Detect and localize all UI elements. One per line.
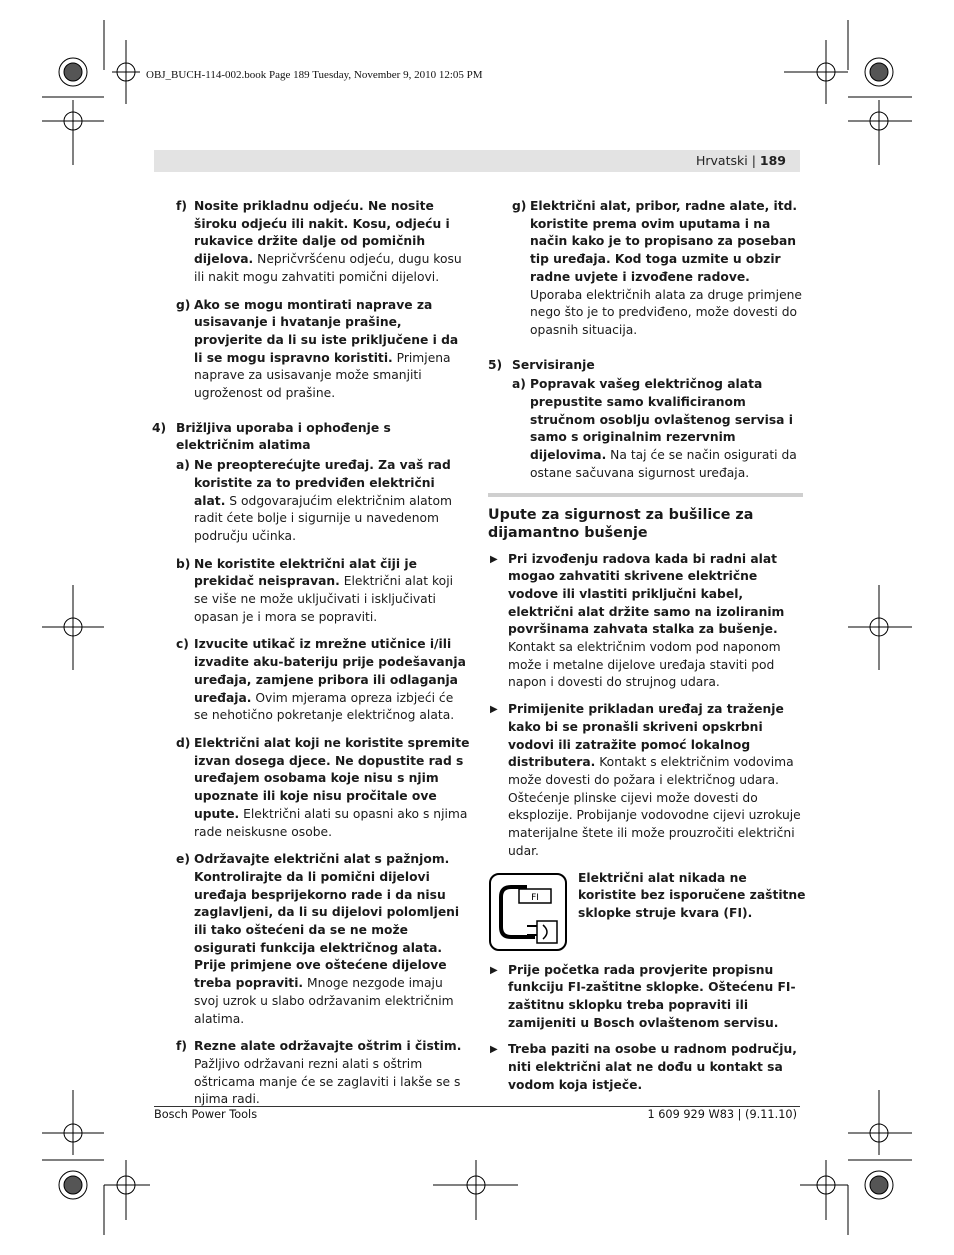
safety-item xyxy=(152,735,470,841)
item-bold: Popravak vašeg električnog alata prepustite samo kvalificiranom stručnom osoblju ovlaštenog servisa i samo s originalnim rezervnim dijelovima. xyxy=(530,377,793,463)
safety-item xyxy=(152,636,470,725)
running-head xyxy=(696,153,786,168)
item-text: Mnoge nezgode imaju svoj uzrok u slabo održavanim električnim alatima. xyxy=(194,976,454,1026)
section-number: 5) xyxy=(488,357,503,372)
fi-plug-icon xyxy=(489,873,567,951)
star-target-top-right xyxy=(865,58,893,86)
star-target-bottom-left xyxy=(59,1171,87,1199)
safety-item xyxy=(488,376,803,482)
item-text: S odgovarajućim električnim alatom radit ćete bolje i sigurnije u navedenom području učinka. xyxy=(194,493,452,543)
item-text: Električni alat koji se više ne može uključivati i isključivati opasan je i mora se popraviti. xyxy=(194,574,454,624)
fi-note: Električni alat nikada ne koristite bez isporučene zaštitne sklopke struje kvara (FI). xyxy=(578,870,806,920)
section-heading xyxy=(488,357,803,375)
section-title: Upute za sigurnost za bušilice za dijamantno bušenje xyxy=(488,506,754,541)
safety-item xyxy=(152,198,470,287)
item-label: f) xyxy=(176,1039,187,1054)
bullet-text: Kontakt s električnim vodovima može dovesti do požara i električnog udara. Oštećenje plinske cijevi može dovesti do eksplozije. Probijanje vodovodne cijevi uzrokuje materijalne štete ili može prouzročiti električni udar. xyxy=(508,755,801,858)
section-title: Brižljiva uporaba i ophođenje s električnim alatima xyxy=(176,420,391,453)
item-bold: Rezne alate održavajte oštrim i čistim. xyxy=(194,1039,462,1054)
section-divider xyxy=(488,493,803,497)
item-text: Uporaba električnih alata za druge primjene nego što je to predviđeno, može dovesti do opasnih situacija. xyxy=(530,287,802,337)
item-text: Nepričvršćenu odjeću, dugu kosu ili nakit mogu zahvatiti pomični dijelovi. xyxy=(194,252,462,284)
fi-warning xyxy=(488,870,806,950)
item-text: Na taj će se način osigurati da ostane sačuvana sigurnost uređaja. xyxy=(530,448,797,480)
page-number: 189 xyxy=(759,153,786,168)
section-heading xyxy=(152,420,470,455)
bullet-bold: Prije početka rada provjerite propisnu funkciju FI-zaštitne sklopke. Oštećenu FI-zaštitnu sklopku treba popraviti ili zamijeniti u Bosch ovlaštenom servisu. xyxy=(508,962,796,1030)
item-bold: Ne preopterećujte uređaj. Za vaš rad koristite za to predviđen električni alat. xyxy=(194,458,451,508)
fi-symbol-label: FI xyxy=(531,892,539,903)
footer-rule xyxy=(154,1106,800,1107)
bullet-item xyxy=(488,701,803,860)
item-label: a) xyxy=(176,458,190,473)
item-label: d) xyxy=(176,735,191,750)
item-bold: Ako se mogu montirati naprave za usisavanje i hvatanje prašine, provjerite da li su iste priključene i da li se mogu ispravno koristiti. xyxy=(194,297,459,365)
bullet-text: Kontakt sa električnim vodom pod naponom može i metalne dijelove uređaja staviti pod napon i dovesti do strujnog udara. xyxy=(508,640,781,690)
star-target-top-left xyxy=(59,58,87,86)
bullet-arrow-icon: ▶ xyxy=(490,1044,498,1056)
item-label: f) xyxy=(176,199,187,213)
bullet-item xyxy=(488,962,803,1033)
running-head-separator: | xyxy=(751,153,756,168)
safety-item xyxy=(488,198,803,340)
item-bold: Nosite prikladnu odjeću. Ne nosite široku odjeću ili nakit. Kosu, odjeću i rukavice držite dalje od pomičnih dijelova. xyxy=(194,199,450,267)
item-bold: Ne koristite električni alat čiji je prekidač neispravan. xyxy=(194,556,417,589)
safety-item xyxy=(152,457,470,546)
star-target-bottom-right xyxy=(865,1171,893,1199)
item-bold: Održavajte električni alat s pažnjom. Kontrolirajte da li pomični dijelovi uređaja besprijekorno rade i da nisu zaglavljeni, da li su dijelovi polomljeni ili tako oštećeni da se ne može osigurati funkcija električnog alata. Prije primjene ove oštećene dijelove treba popraviti. xyxy=(194,852,460,991)
bullet-bold: Primijenite prikladan uređaj za traženje kako bi se pronašli skriveni opskrbni vodovi ili zatražite pomoć lokalnog distributera. xyxy=(508,702,784,770)
safety-item xyxy=(152,297,470,403)
item-label: e) xyxy=(176,852,190,867)
item-label: g) xyxy=(176,297,191,312)
item-label: c) xyxy=(176,637,189,652)
section-items xyxy=(152,457,470,1109)
right-column xyxy=(488,198,806,1103)
section-title: Servisiranje xyxy=(512,357,595,372)
crosshair-top-left xyxy=(112,40,140,104)
bullet-arrow-icon: ▶ xyxy=(490,704,498,716)
item-bold: Izvucite utikač iz mrežne utičnice i/ili izvadite aku-bateriju prije podešavanja uređaja, zamjene pribora ili odlaganja uređaja. xyxy=(194,637,466,705)
item-label: b) xyxy=(176,556,191,571)
item-bold: Električni alat koji ne koristite spremite izvan dosega djece. Ne dopustite rad s uređajem osobama koje nisu s njim upoznate ili koje nisu pročitale ove upute. xyxy=(194,735,470,821)
item-text: Ovim mjerama opreza izbjeći će se nehotično pokretanje električnog alata. xyxy=(194,690,455,723)
bullet-arrow-icon: ▶ xyxy=(490,964,498,976)
running-head-language: Hrvatski xyxy=(695,153,748,168)
footer-brand: Bosch Power Tools xyxy=(154,1108,258,1121)
bullet-bold: Treba paziti na osobe u radnom području, niti električni alat ne dođu u kontakt sa vodom koja istječe. xyxy=(508,1042,797,1092)
item-text: Pažljivo održavani rezni alati s oštrim oštricama manje će se zaglaviti i lakše se s njima radi. xyxy=(194,1056,461,1107)
bullet-bold: Pri izvođenju radova kada bi radni alat mogao zahvatiti skrivene električne vodove ili vlastiti priključni kabel, električni alat držite samo na izoliranim površinama zahvata stalka za bušenje. xyxy=(508,551,785,637)
footer-doc-number: 1 609 929 W83 | (9.11.10) xyxy=(647,1108,797,1121)
item-text: Električni alati su opasni ako s njima rade neiskusne osobe. xyxy=(194,806,468,839)
left-column xyxy=(152,198,470,1119)
bullet-item xyxy=(488,551,803,693)
bullet-item xyxy=(488,1041,803,1094)
safety-item xyxy=(152,556,470,627)
running-head-band xyxy=(154,150,800,172)
item-text: Primjena naprave za usisavanje može smanjiti ugroženost od prašine. xyxy=(194,350,451,401)
item-label: a) xyxy=(512,377,526,392)
item-bold: Električni alat, pribor, radne alate, itd. koristite prema ovim uputama i na način kako je to propisano za poseban tip uređaja. Kod toga uzmite u obzir radne uvjete i izvođene radove. xyxy=(530,199,798,284)
safety-item xyxy=(152,851,470,1028)
section-number: 4) xyxy=(152,420,167,435)
crosshair-top-right xyxy=(784,40,848,104)
print-header: OBJ_BUCH-114-002.book Page 189 Tuesday, November 9, 2010 12:05 PM xyxy=(146,69,483,81)
safety-item xyxy=(152,1038,470,1109)
bullet-arrow-icon: ▶ xyxy=(490,553,498,565)
item-label: g) xyxy=(512,199,527,213)
